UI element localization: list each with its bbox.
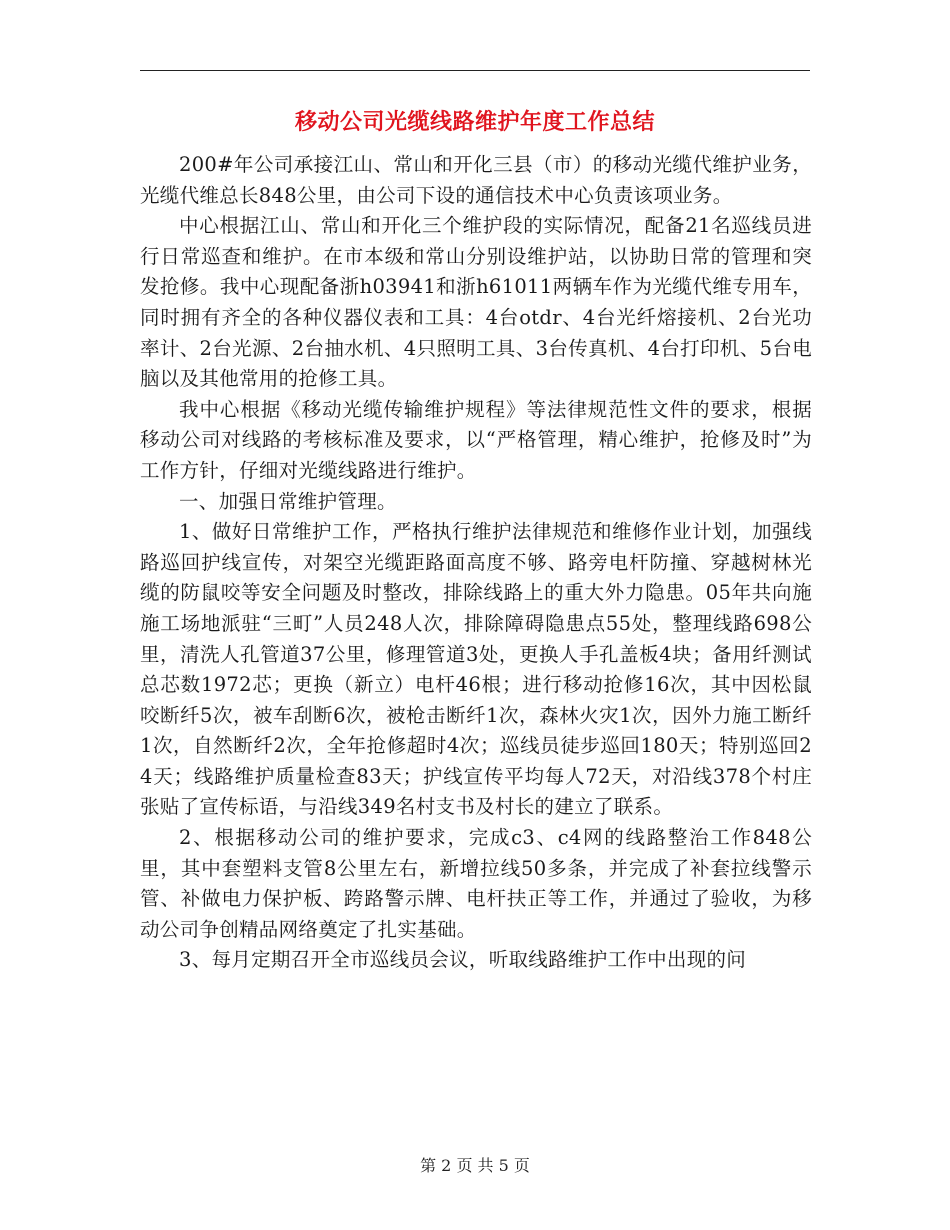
paragraph-6: 3、每月定期召开全市巡线员会议，听取线路维护工作中出现的问 — [179, 948, 747, 972]
document-body — [140, 150, 812, 976]
document-title: 移动公司光缆线路维护年度工作总结 — [294, 110, 655, 135]
paragraph-2: 中心根据江山、常山和开化三个维护段的实际情况，配备21名巡线员进行日常巡查和维护。在市本级和常山分别设维护站，以协助日常的管理和突发抢修。我中心现配备浙h03941和浙h61011两辆车作为光缆代维专用车，同时拥有齐全的各种仪器仪表和工具：4台otdr、4台光纤熔接机、2台光功率计、2台光源、2台抽水机、4只照明工具、3台传真机、4台打印机、5台电脑以及其他常用的抢修工具。 — [140, 214, 812, 391]
paragraph-3: 我中心根据《移动光缆传输维护规程》等法律规范性文件的要求，根据移动公司对线路的考核标准及要求，以“严格管理，精心维护，抢修及时”为工作方针，仔细对光缆线路进行维护。 — [140, 397, 812, 482]
paragraph-5: 2、根据移动公司的维护要求，完成c3、c4网的线路整治工作848公里，其中套塑料支管8公里左右，新增拉线50多条，并完成了补套拉线警示管、补做电力保护板、跨路警示牌、电杆扶正等工作，并通过了验收，为移动公司争创精品网络奠定了扎实基础。 — [140, 826, 812, 941]
paragraph-4: 1、做好日常维护工作，严格执行维护法律规范和维修作业计划，加强线路巡回护线宣传，对架空光缆距路面高度不够、路旁电杆防撞、穿越树林光缆的防鼠咬等安全问题及时整改，排除线路上的重大外力隐患。05年共向施施工场地派驻“三町”人员248人次，排除障碍隐患点55处，整理线路698公里，清洗人孔管道37公里，修理管道3处，更换人手孔盖板4块；备用纤测试总芯数1972芯；更换（新立）电杆46根；进行移动抢修16次，其中因松鼠咬断纤5次，被车刮断6次，被枪击断纤1次，森林火灾1次，因外力施工断纤1次，自然断纤2次，全年抢修超时4次；巡线员徒步巡回180天；特别巡回24天；线路维护质量检查83天；护线宣传平均每人72天，对沿线378个村庄张贴了宣传标语，与沿线349名村支书及村长的建立了联系。 — [140, 520, 812, 819]
paragraph-1: 200#年公司承接江山、常山和开化三县（市）的移动光缆代维护业务，光缆代维总长848公里，由公司下设的通信技术中心负责该项业务。 — [140, 153, 812, 207]
page-number: 第 2 页 共 5 页 — [420, 1156, 530, 1175]
section-heading-1: 一、加强日常维护管理。 — [179, 489, 397, 513]
header-rule — [140, 70, 810, 71]
